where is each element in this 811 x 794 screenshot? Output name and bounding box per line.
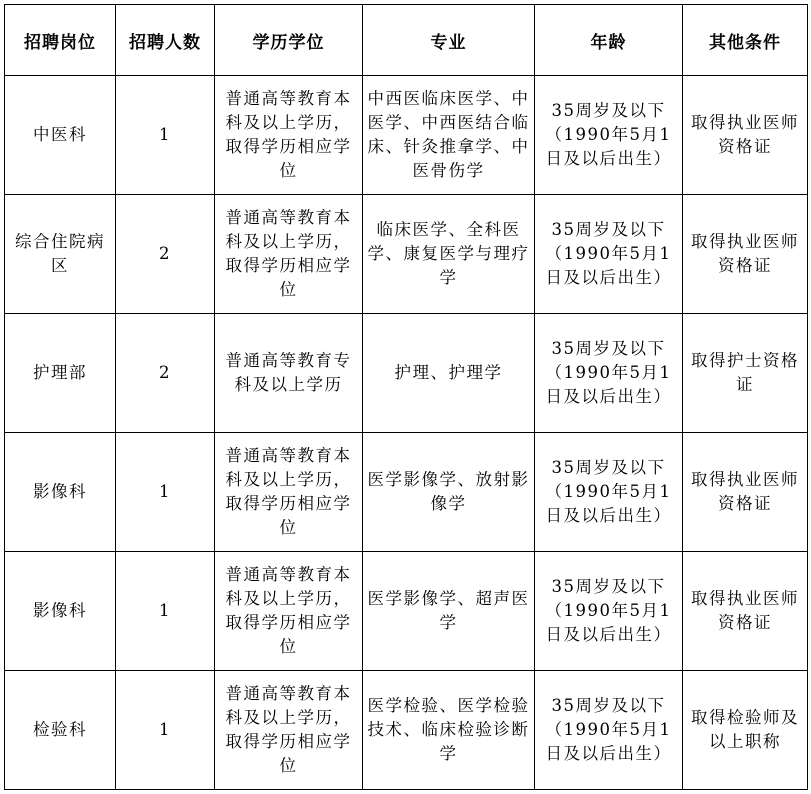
cell-position: 护理部 — [5, 314, 116, 433]
header-age: 年龄 — [535, 5, 683, 76]
cell-position: 影像科 — [5, 552, 116, 671]
cell-other: 取得执业医师资格证 — [683, 433, 808, 552]
cell-education: 普通高等教育本科及以上学历，取得学历相应学位 — [215, 195, 363, 314]
table-row — [5, 195, 808, 314]
header-education: 学历学位 — [215, 5, 363, 76]
cell-education: 普通高等教育本科及以上学历，取得学历相应学位 — [215, 671, 363, 790]
cell-education: 普通高等教育专科及以上学历 — [215, 314, 363, 433]
header-row — [5, 5, 808, 76]
cell-major: 临床医学、全科医学、康复医学与理疗学 — [363, 195, 535, 314]
cell-age: 35周岁及以下（1990年5月1日及以后出生） — [535, 433, 683, 552]
cell-age: 35周岁及以下（1990年5月1日及以后出生） — [535, 671, 683, 790]
table-row — [5, 552, 808, 671]
cell-other: 取得执业医师资格证 — [683, 76, 808, 195]
cell-major: 医学影像学、放射影像学 — [363, 433, 535, 552]
cell-age: 35周岁及以下（1990年5月1日及以后出生） — [535, 314, 683, 433]
table-row — [5, 671, 808, 790]
cell-count: 2 — [116, 314, 215, 433]
cell-other: 取得检验师及以上职称 — [683, 671, 808, 790]
cell-other: 取得执业医师资格证 — [683, 195, 808, 314]
cell-position: 检验科 — [5, 671, 116, 790]
cell-age: 35周岁及以下（1990年5月1日及以后出生） — [535, 552, 683, 671]
table-row — [5, 314, 808, 433]
cell-other: 取得护士资格证 — [683, 314, 808, 433]
header-major: 专业 — [363, 5, 535, 76]
header-other: 其他条件 — [683, 5, 808, 76]
table-row — [5, 76, 808, 195]
cell-major: 中西医临床医学、中医学、中西医结合临床、针灸推拿学、中医骨伤学 — [363, 76, 535, 195]
cell-major: 护理、护理学 — [363, 314, 535, 433]
cell-age: 35周岁及以下（1990年5月1日及以后出生） — [535, 76, 683, 195]
cell-position: 综合住院病区 — [5, 195, 116, 314]
cell-education: 普通高等教育本科及以上学历，取得学历相应学位 — [215, 552, 363, 671]
cell-position: 影像科 — [5, 433, 116, 552]
cell-count: 2 — [116, 195, 215, 314]
cell-count: 1 — [116, 433, 215, 552]
cell-age: 35周岁及以下（1990年5月1日及以后出生） — [535, 195, 683, 314]
cell-education: 普通高等教育本科及以上学历，取得学历相应学位 — [215, 433, 363, 552]
cell-other: 取得执业医师资格证 — [683, 552, 808, 671]
header-count: 招聘人数 — [116, 5, 215, 76]
cell-education: 普通高等教育本科及以上学历，取得学历相应学位 — [215, 76, 363, 195]
cell-count: 1 — [116, 552, 215, 671]
cell-major: 医学检验、医学检验技术、临床检验诊断学 — [363, 671, 535, 790]
recruitment-table — [4, 4, 808, 790]
table-row — [5, 433, 808, 552]
cell-count: 1 — [116, 76, 215, 195]
cell-major: 医学影像学、超声医学 — [363, 552, 535, 671]
cell-position: 中医科 — [5, 76, 116, 195]
cell-count: 1 — [116, 671, 215, 790]
header-position: 招聘岗位 — [5, 5, 116, 76]
